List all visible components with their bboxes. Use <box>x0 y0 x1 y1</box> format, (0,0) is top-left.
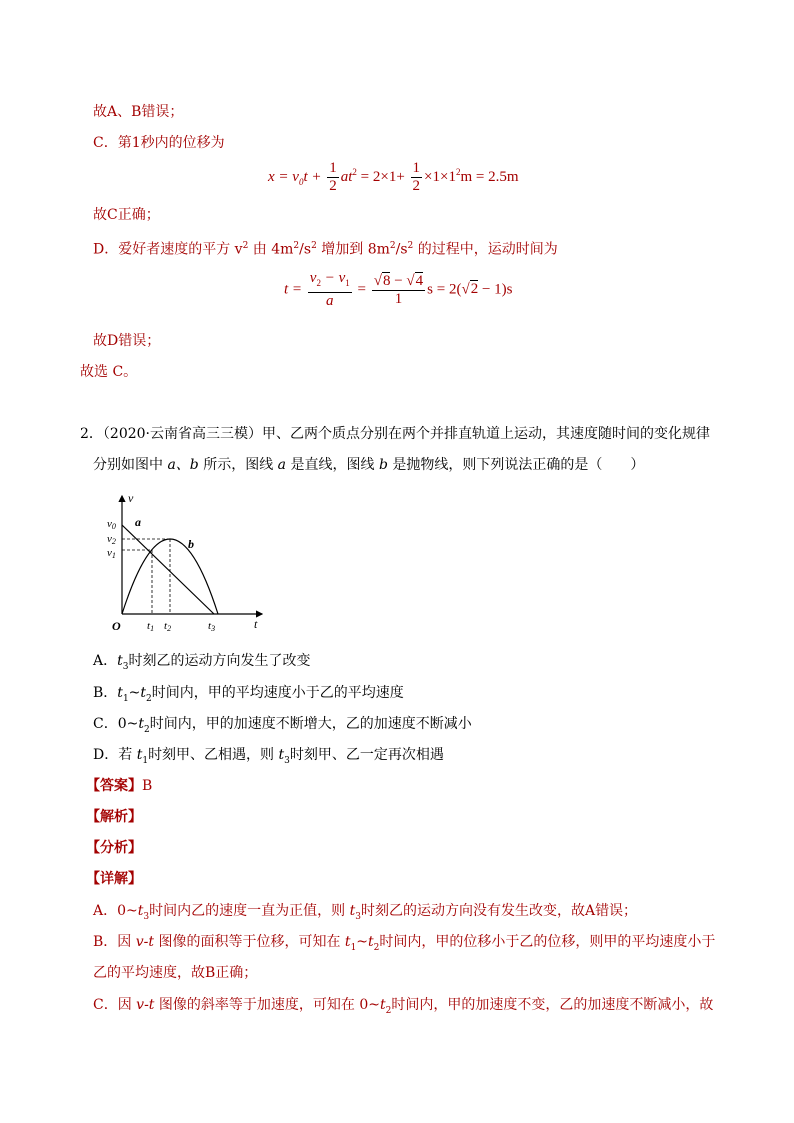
vt-graph <box>104 490 270 638</box>
fraction-half-2: $\frac{1}{2}$ <box>412 160 421 194</box>
question2-stem-line1: 2．（2020·云南省高三三模）甲、乙两个质点分别在两个并排直轨道上运动，其速度随时间的变化规律 <box>80 426 710 442</box>
question2-stem-line2: 分别如图中 a、b 所示，图线 a 是直线，图线 b 是抛物线，则下列说法正确的是（ ） <box>93 457 645 473</box>
option-b: B．$t_1\sim t_2$时间内，甲的平均速度小于乙的平均速度 <box>93 685 404 704</box>
detail-b-line2: 乙的平均速度，故B正确； <box>93 965 258 981</box>
text-line-ab-wrong: 故A、B错误； <box>93 104 184 120</box>
option-a: A．$t_3$时刻乙的运动方向发生了改变 <box>93 653 311 672</box>
fenxi-label: 【分析】 <box>86 840 142 856</box>
label-v0: v0 <box>107 518 116 531</box>
fraction-half-1: $\frac{1}{2}$ <box>329 160 337 194</box>
detail-a: A．$0\sim t_3$时间内乙的速度一直为正值，则 $t_3$时刻乙的运动方向没有发生改变，故A错误； <box>93 903 638 922</box>
label-t-axis: t <box>254 617 258 631</box>
text-line-d-time: D．爱好者速度的平方 $v^2$ 由 $4m^2/s^2$ 增加到 $8m^2/s^2$ 的过程中，运动时间为 <box>93 241 558 258</box>
answer-line <box>86 776 152 796</box>
option-d: D．若 $t_1$时刻甲、乙相遇，则 $t_3$时刻甲、乙一定再次相遇 <box>93 747 444 766</box>
text-line-c-displacement: C．第1秒内的位移为 <box>93 135 225 151</box>
label-t2: t2 <box>164 620 172 633</box>
formula1-lhs: x = v <box>268 168 299 185</box>
detail-c: C．因 v-t 图像的斜率等于加速度，可知在 $0\sim t_2$时间内，甲的加速度不变，乙的加速度不断减小，故 <box>93 997 714 1016</box>
option-c: C．$0\sim t_2$时间内，甲的加速度不断增大，乙的加速度不断减小 <box>93 716 472 735</box>
answer-label: 【答案】 <box>86 778 142 794</box>
fraction-velocity-diff: $\frac{v_2 - v_1}{a}$ <box>309 270 350 309</box>
text-line-d-wrong: 故D错误； <box>93 333 161 349</box>
label-t3: t3 <box>208 620 216 633</box>
text-line-answer-c: 故选 C。 <box>80 364 138 380</box>
formula-time: t = $\frac{v_2 - v_1}{a}$ = $\frac{√8 - √4}{1}$ s = 2(√2 − 1)s <box>284 270 513 309</box>
label-v-axis: v <box>128 491 134 505</box>
label-v1: v1 <box>107 547 116 560</box>
label-v2: v2 <box>107 533 116 546</box>
answer-value: B <box>142 778 153 794</box>
label-curve-b: b <box>188 537 194 551</box>
analysis-label: 【解析】 <box>86 809 142 825</box>
detail-label: 【详解】 <box>86 871 142 887</box>
fraction-sqrt-diff: $\frac{√8 - √4}{1}$ <box>373 272 424 307</box>
formula-displacement: $x = v_0t$ + $\frac{1}{2}$ $at^2 = 2\times 1+$ $\frac{1}{2}$ $\times 1\times 1^2m = 2.5m$ <box>268 160 519 194</box>
label-t1: t1 <box>147 620 155 633</box>
label-origin: O <box>112 619 121 633</box>
text-line-c-correct: 故C正确； <box>93 207 160 223</box>
label-curve-a: a <box>135 515 141 529</box>
detail-b-line1: B．因 v-t 图像的面积等于位移，可知在 $t_1\sim t_2$时间内，甲的位移小于乙的位移，则甲的平均速度小于 <box>93 934 716 953</box>
